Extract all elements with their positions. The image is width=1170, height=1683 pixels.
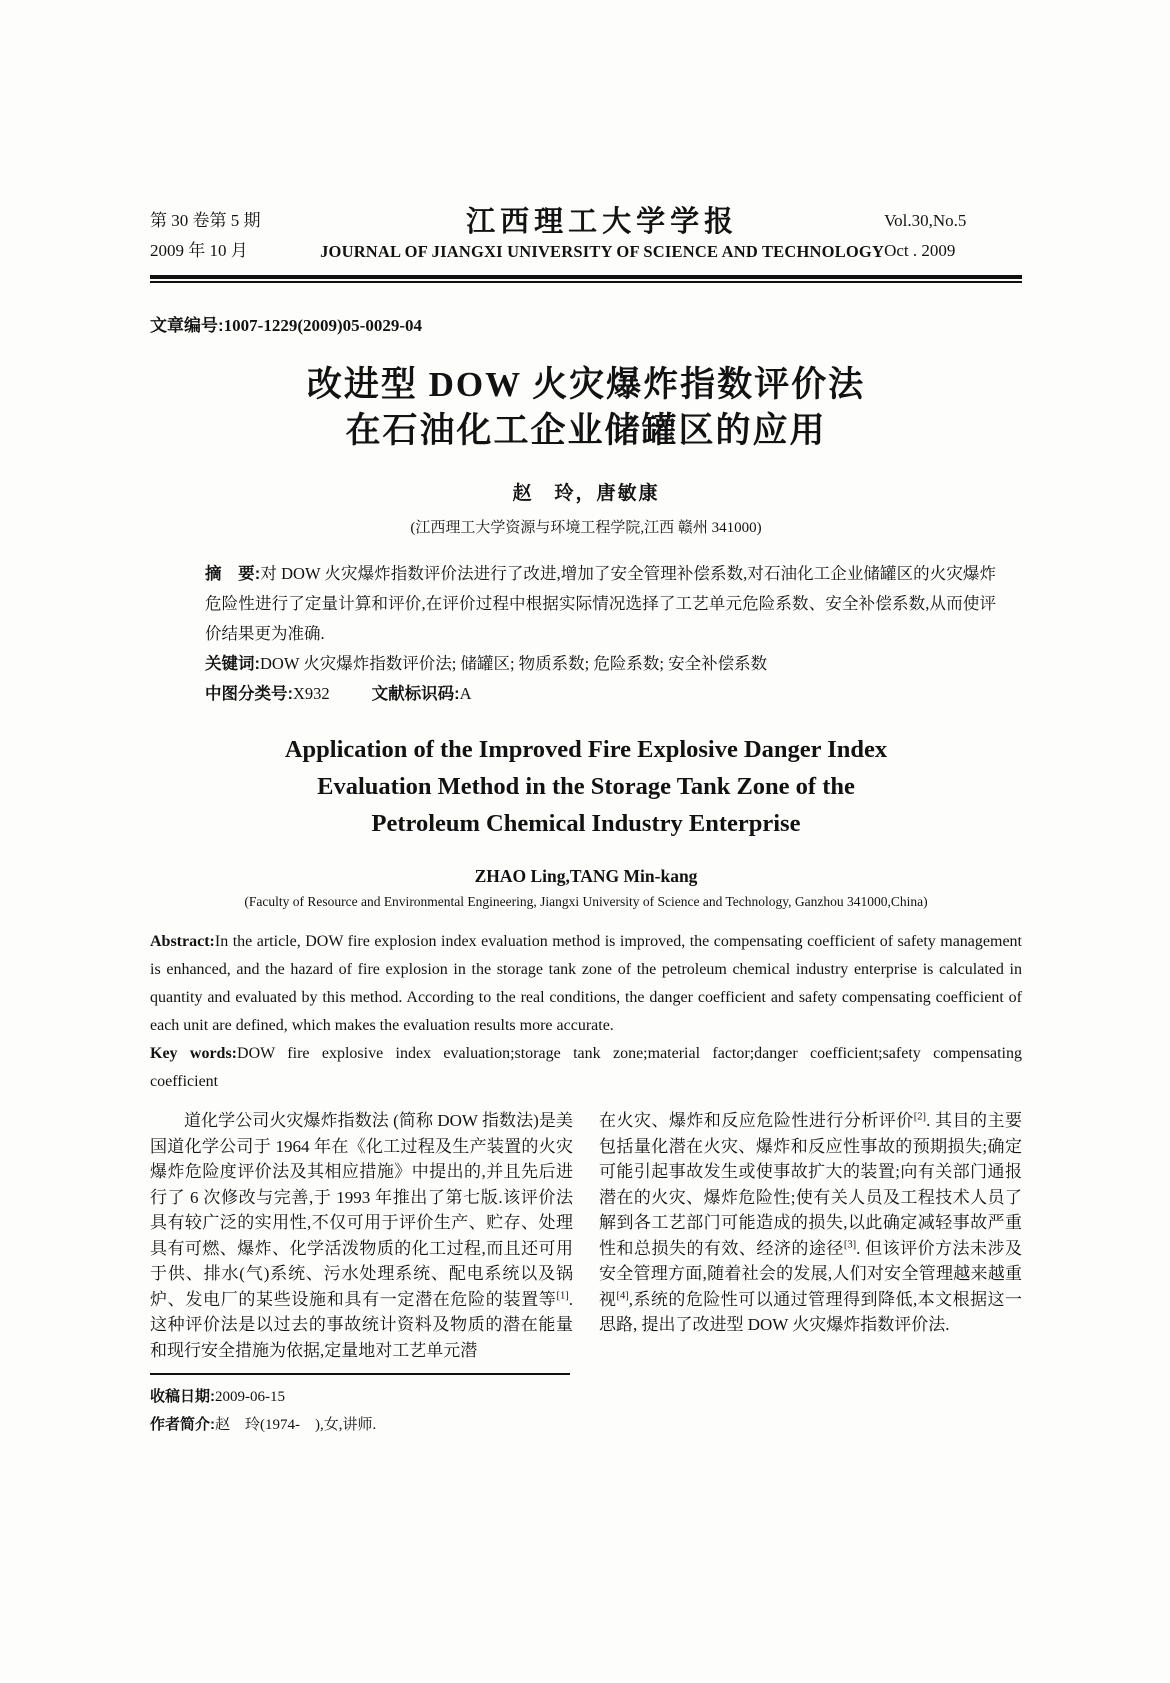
clc-value: X932 bbox=[293, 684, 330, 703]
keywords-label-cn: 关键词: bbox=[205, 655, 260, 673]
abstract-block-en bbox=[150, 928, 1022, 1096]
body-columns bbox=[150, 1108, 1022, 1363]
journal-title-cn: 江西理工大学学报 bbox=[466, 206, 739, 238]
keywords-label-en: Key words: bbox=[150, 1045, 238, 1062]
abstract-text-en: In the article, DOW fire explosion index evaluation method is improved, the compensating coefficient of safety management is enhanced, and the hazard of fire explosion in the storage tank zone of the petroleum chemical industry enterprise is calculated in quantity and evaluated by this method. According to the real conditions, the danger coefficient and safety compensating coefficient of each unit are defined, which makes the evaluation results more accurate. bbox=[150, 933, 1022, 1034]
article-number-line bbox=[150, 311, 1022, 336]
journal-masthead bbox=[150, 206, 1022, 266]
author-bio-value: 赵 玲(1974- ),女,讲师. bbox=[215, 1417, 377, 1433]
footnote-rule bbox=[150, 1373, 570, 1375]
keywords-cn bbox=[205, 649, 996, 679]
doc-code-label: 文献标识码: bbox=[371, 685, 460, 703]
masthead-rule-thick bbox=[150, 275, 1022, 279]
paper-title-en bbox=[150, 731, 1022, 842]
article-number-label: 文章编号: bbox=[150, 316, 224, 335]
author-bio-line bbox=[150, 1411, 1022, 1439]
article-number-value: 1007-1229(2009)05-0029-04 bbox=[223, 316, 422, 335]
paper-title-cn-line2: 在石油化工企业储罐区的应用 bbox=[345, 411, 827, 450]
keywords-text-en: DOW fire explosive index evaluation;storage tank zone;material factor;danger coefficient;safety compensating coefficient bbox=[150, 1045, 1023, 1090]
affiliation-en: (Faculty of Resource and Environmental Engineering, Jiangxi University of Science and Technology, Ganzhou 341000,China) bbox=[244, 894, 928, 909]
keywords-en bbox=[150, 1040, 1022, 1096]
abstract-label-en: Abstract: bbox=[150, 933, 215, 950]
issue-date-cn: 2009 年 10 月 bbox=[150, 241, 248, 260]
volume-number-en: Vol.30,No.5 bbox=[884, 211, 967, 230]
abstract-block-cn bbox=[205, 559, 996, 709]
body-right-column: 在火灾、爆炸和反应危险性进行分析评价[2]. 其目的主要包括量化潜在火灾、爆炸和反应性事故的预期损失;确定可能引起事故发生或使事故扩大的装置;向有关部门通报潜在的火灾、爆炸危险性;使有关人员及工程技术人员了解到各工艺部门可能造成的损失,以此确定减轻事故严重性和总损失的有效、经济的途径[3]. 但该评价方法未涉及安全管理方面,随着社会的发展,人们对安全管理越来越重视[4],系统的危险性可以通过管理得到降低,本文根据这一思路, 提出了改进型 DOW 火灾爆炸指数评价法. bbox=[599, 1111, 1023, 1334]
abstract-en bbox=[150, 928, 1022, 1040]
issue-date-en: Oct . 2009 bbox=[884, 241, 956, 260]
journal-title-en: JOURNAL OF JIANGXI UNIVERSITY OF SCIENCE AND TECHNOLOGY bbox=[320, 242, 885, 261]
masthead-title-block bbox=[320, 206, 884, 266]
paper-title-cn-line1: 改进型 DOW 火灾爆炸指数评价法 bbox=[306, 365, 866, 404]
paper-title-en-line2: Evaluation Method in the Storage Tank Zone of the bbox=[317, 773, 855, 800]
authors-en: ZHAO Ling,TANG Min-kang bbox=[474, 866, 698, 886]
abstract-text-cn: 对 DOW 火灾爆炸指数评价法进行了改进,增加了安全管理补偿系数,对石油化工企业储罐区的火灾爆炸危险性进行了定量计算和评价,在评价过程中根据实际情况选择了工艺单元危险系数、安全补偿系数,从而使评价结果更为准确. bbox=[205, 564, 997, 643]
paper-title-en-line3: Petroleum Chemical Industry Enterprise bbox=[371, 810, 801, 837]
footnote-lines bbox=[150, 1383, 1022, 1439]
affiliation-cn: (江西理工大学资源与环境工程学院,江西 赣州 341000) bbox=[410, 520, 762, 536]
paper-title-en-line1: Application of the Improved Fire Explosive Danger Index bbox=[284, 736, 888, 763]
body-left-column: 道化学公司火灾爆炸指数法 (简称 DOW 指数法)是美国道化学公司于 1964 年在《化工过程及生产装置的火灾爆炸危险度评价法及其相应措施》中提出的,并且先后进行了 6 次修改与完善,于 1993 年推出了第七版.该评价法具有较广泛的实用性,不仅可用于评价生产、贮存、处理具有可燃、爆炸、化学活泼物质的化工过程,而且还可用于供、排水(气)系统、污水处理系统、配电系统以及锅炉、发电厂的某些设施和具有一定潜在危险的装置等[1]. 这种评价法是以过去的事故统计资料及物质的潜在能量和现行安全措施为依据,定量地对工艺单元潜 bbox=[150, 1111, 573, 1360]
received-date-label: 收稿日期: bbox=[150, 1388, 215, 1405]
received-date-value: 2009-06-15 bbox=[215, 1389, 285, 1405]
received-date-line bbox=[150, 1383, 1022, 1411]
doc-code-value: A bbox=[459, 684, 472, 703]
footnote-block bbox=[150, 1373, 1022, 1439]
page-content bbox=[150, 206, 1022, 1439]
abstract-label-cn: 摘 要: bbox=[205, 565, 261, 583]
paper-title-cn bbox=[150, 362, 1022, 454]
issue-number-cn: 第 30 卷第 5 期 bbox=[150, 211, 261, 230]
clc-label: 中图分类号: bbox=[205, 685, 293, 703]
abstract-cn bbox=[205, 559, 996, 649]
author-bio-label: 作者简介: bbox=[150, 1416, 215, 1433]
clc-line bbox=[205, 679, 996, 709]
authors-cn: 赵 玲，唐敏康 bbox=[512, 483, 660, 504]
masthead-issue-block bbox=[150, 206, 320, 266]
masthead-rule-thin bbox=[150, 281, 1022, 283]
masthead-vol-block bbox=[884, 206, 1022, 266]
keywords-text-cn: DOW 火灾爆炸指数评价法; 储罐区; 物质系数; 危险系数; 安全补偿系数 bbox=[260, 654, 768, 673]
